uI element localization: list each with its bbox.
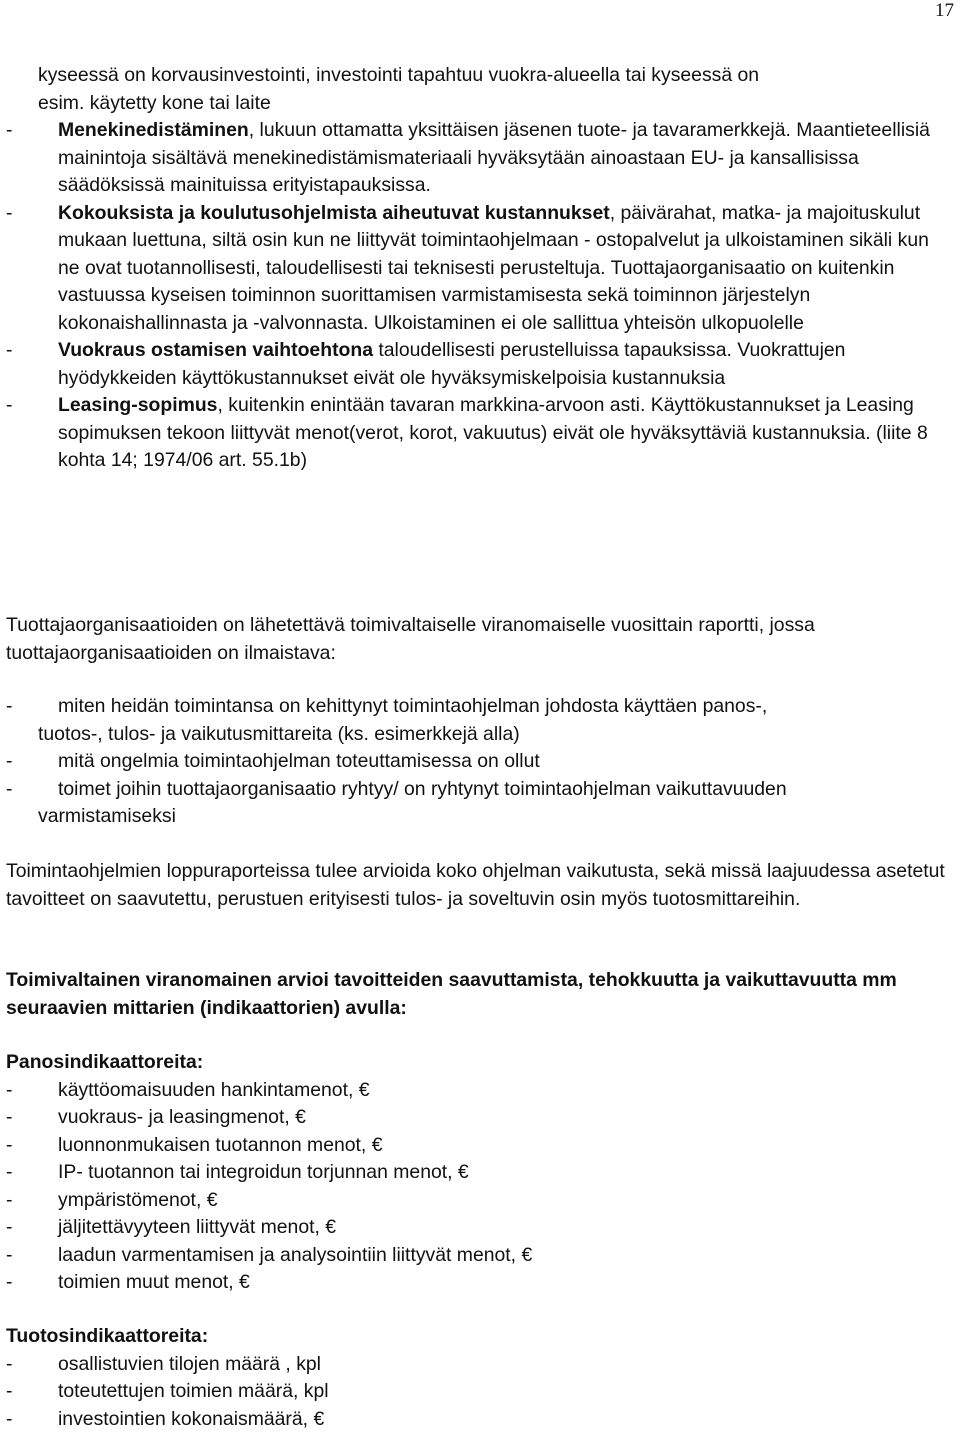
report-paragraph: Tuottajaorganisaatioiden on lähetettävä toimivaltaiselle viranomaiselle vuosittain raportti, jossa tuottajaorganisaatioiden on ilmaistava: <box>6 612 950 667</box>
indicator-text: luonnonmukaisen tuotannon menot, € <box>58 1132 950 1160</box>
output-indicator-item <box>6 1351 950 1379</box>
list-item-meetings <box>6 200 950 338</box>
item-bold-label: Menekinedistäminen <box>58 119 249 141</box>
list-dash: - <box>6 1351 12 1379</box>
list-dash: - <box>6 200 12 228</box>
report-item-continuation: tuotos-, tulos- ja vaikutusmittareita (ks. esimerkkejä alla) <box>6 721 950 749</box>
page-number: 17 <box>935 0 954 22</box>
item-bold-label: Kokouksista ja koulutusohjelmista aiheutuvat kustannukset <box>58 202 610 224</box>
item-text: taloudellisesti perustelluissa tapauksissa. Vuokrattujen hyödykkeiden käyttökustannukset eivät ole hyväksymiskelpoisia kustannuksia <box>58 339 845 389</box>
input-indicators-heading: Panosindikaattoreita: <box>6 1049 950 1077</box>
item-bold-label: Leasing-sopimus <box>58 394 217 416</box>
intro-line-1: kyseessä on korvausinvestointi, investointi tapahtuu vuokra-alueella tai kyseessä on <box>6 62 950 90</box>
criteria-section <box>6 62 950 475</box>
output-indicator-item <box>6 1406 950 1433</box>
evaluation-heading: Toimivaltainen viranomainen arvioi tavoitteiden saavuttamista, tehokkuutta ja vaikuttavuutta mm seuraavien mittarien (indikaattorien) avulla: <box>6 967 950 1022</box>
indicator-text: käyttöomaisuuden hankintamenot, € <box>58 1077 950 1105</box>
list-item-marketing <box>6 117 950 200</box>
input-indicator-item <box>6 1132 950 1160</box>
report-section <box>6 612 950 667</box>
input-indicator-item <box>6 1104 950 1132</box>
report-item-text: toimet joihin tuottajaorganisaatio ryhtyy/ on ryhtynyt toimintaohjelman vaikuttavuuden <box>58 776 950 804</box>
report-item-text: mitä ongelmia toimintaohjelman toteuttamisessa on ollut <box>58 748 950 776</box>
report-item-2 <box>6 748 950 776</box>
indicator-text: laadun varmentamisen ja analysointiin liittyvät menot, € <box>58 1242 950 1270</box>
report-item-3 <box>6 776 950 804</box>
list-item-leasing <box>6 392 950 475</box>
list-dash: - <box>6 1378 12 1406</box>
report-item-text: miten heidän toimintansa on kehittynyt toimintaohjelman johdosta käyttäen panos-, <box>58 693 950 721</box>
indicator-text: toimien muut menot, € <box>58 1269 950 1297</box>
report-list <box>6 693 950 831</box>
list-dash: - <box>6 392 12 420</box>
output-indicators-heading: Tuotosindikaattoreita: <box>6 1323 950 1351</box>
report-item-continuation: varmistamiseksi <box>6 803 950 831</box>
report-item-1 <box>6 693 950 721</box>
indicator-text: investointien kokonaismäärä, € <box>58 1406 950 1433</box>
input-indicator-item <box>6 1159 950 1187</box>
list-dash: - <box>6 1242 12 1270</box>
list-dash: - <box>6 776 12 804</box>
list-dash: - <box>6 117 12 145</box>
list-dash: - <box>6 1159 12 1187</box>
list-dash: - <box>6 1269 12 1297</box>
list-dash: - <box>6 1187 12 1215</box>
evaluation-heading-section <box>6 967 950 1022</box>
indicator-text: osallistuvien tilojen määrä , kpl <box>58 1351 950 1379</box>
item-text: , päivärahat, matka- ja majoituskulut mukaan luettuna, siltä osin kun ne liittyvät toimintaohjelmaan - ostopalvelut ja ulkoistaminen sikäli kun ne ovat tuotannollisesti, taloudellisesti tai teknisesti perusteltuja. Tuottajaorganisaatio on kuitenkin vastuussa kyseisen toiminnon suorittamisen varmistamisesta sekä toiminnon järjestelyn kokonaishallinnasta ja -valvonnasta. Ulkoistaminen ei ole sallittua yhteisön ulkopuolelle <box>58 202 929 334</box>
item-bold-label: Vuokraus ostamisen vaihtoehtona <box>58 339 373 361</box>
output-indicators <box>6 1323 950 1433</box>
indicator-text: IP- tuotannon tai integroidun torjunnan menot, € <box>58 1159 950 1187</box>
indicator-text: vuokraus- ja leasingmenot, € <box>58 1104 950 1132</box>
input-indicators <box>6 1049 950 1297</box>
item-text: , kuitenkin enintään tavaran markkina-arvoon asti. Käyttökustannukset ja Leasing sopimuksen tekoon liittyvät menot(verot, korot, vakuutus) eivät ole hyväksyttäviä kustannuksia. (liite 8 kohta 14; 1974/06 art. 55.1b) <box>58 394 928 471</box>
input-indicator-item <box>6 1242 950 1270</box>
list-dash: - <box>6 748 12 776</box>
final-paragraph-section <box>6 858 950 913</box>
indicator-text: toteutettujen toimien määrä, kpl <box>58 1378 950 1406</box>
input-indicator-item <box>6 1187 950 1215</box>
indicator-text: ympäristömenot, € <box>58 1187 950 1215</box>
list-dash: - <box>6 1077 12 1105</box>
list-dash: - <box>6 1406 12 1433</box>
input-indicator-item <box>6 1077 950 1105</box>
list-dash: - <box>6 1104 12 1132</box>
input-indicator-item <box>6 1269 950 1297</box>
input-indicator-item <box>6 1214 950 1242</box>
list-dash: - <box>6 337 12 365</box>
intro-line-2: esim. käytetty kone tai laite <box>6 90 950 118</box>
list-dash: - <box>6 1132 12 1160</box>
indicator-text: jäljitettävyyteen liittyvät menot, € <box>58 1214 950 1242</box>
item-text: , lukuun ottamatta yksittäisen jäsenen tuote- ja tavaramerkkejä. Maantieteellisiä mainintoja sisältävä menekinedistämismateriaali hyväksytään ainoastaan EU- ja kansallisissa säädöksissä mainituissa erityistapauksissa. <box>58 119 930 196</box>
final-paragraph: Toimintaohjelmien loppuraporteissa tulee arvioida koko ohjelman vaikutusta, sekä missä laajuudessa asetetut tavoitteet on saavutettu, perustuen erityisesti tulos- ja soveltuvin osin myös tuotosmittareihin. <box>6 858 950 913</box>
list-item-rental <box>6 337 950 392</box>
list-dash: - <box>6 1214 12 1242</box>
output-indicator-item <box>6 1378 950 1406</box>
list-dash: - <box>6 693 12 721</box>
